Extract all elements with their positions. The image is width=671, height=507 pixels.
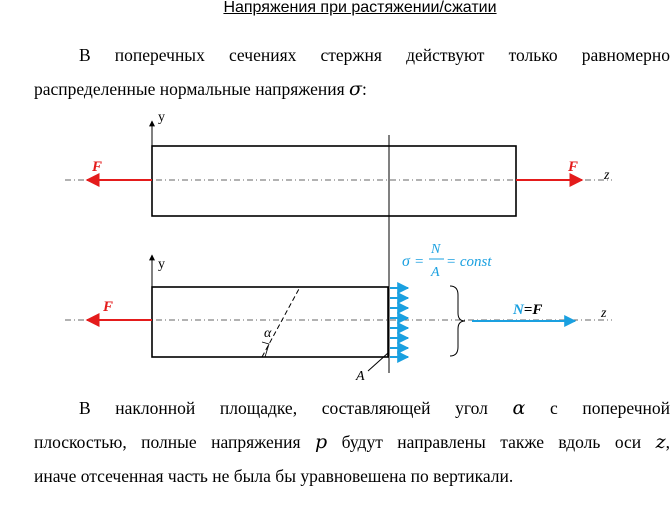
formula-eq: = [415, 254, 424, 270]
stress-arrows [390, 288, 408, 357]
alpha-symbol: α [512, 397, 526, 419]
paragraph-inclined-line-3 [34, 459, 670, 493]
inclined-text-2a: плоскостью, полные напряжения [34, 432, 301, 452]
resultant-n: N [513, 302, 524, 318]
bottom-y-axis-label: y [158, 257, 165, 272]
inclined-text-2b: будут направлены также вдоль оси [341, 432, 642, 452]
formula-rhs: = const [446, 254, 492, 270]
inclined-comma: , [665, 432, 670, 452]
inclined-text-1a: В наклонной площадке, составляющей угол [79, 398, 488, 418]
bottom-z-axis-label: z [601, 306, 607, 321]
area-label: A [356, 369, 365, 384]
paragraph-intro [34, 38, 670, 106]
bottom-force-left-label: F [103, 299, 114, 315]
intro-text-2: распределенные нормальные напряжения [34, 79, 345, 99]
formula-sigma: σ [402, 253, 410, 270]
bottom-bar-part [152, 287, 388, 357]
top-force-left-label: F [92, 159, 103, 175]
formula-num: N [431, 242, 441, 257]
p-symbol: p [315, 431, 328, 453]
formula-den: A [431, 265, 440, 280]
page-title: Напряжения при растяжении/сжатии [223, 0, 497, 16]
paragraph-intro-line-2 [34, 72, 670, 106]
inclined-text-3: иначе отсеченная часть не была бы уравновешена по вертикали. [34, 466, 514, 486]
top-force-right-label: F [568, 159, 579, 175]
angle-label: α [264, 326, 272, 341]
inclined-text-1b: с поперечной [550, 398, 670, 418]
bottom-bar-diagram [65, 230, 612, 384]
paragraph-intro-line-1 [34, 38, 670, 72]
brace [450, 286, 465, 356]
paragraph-inclined-line-2 [34, 425, 670, 459]
intro-colon: : [362, 79, 367, 99]
paragraph-inclined-line-1 [34, 391, 670, 425]
z-symbol: z [655, 431, 666, 453]
stress-formula [402, 242, 492, 280]
resultant-eq: = [523, 302, 533, 318]
area-leader [368, 353, 388, 371]
top-bar-diagram [65, 110, 612, 230]
top-bar [152, 146, 516, 216]
sigma-symbol: σ [349, 78, 363, 100]
paragraph-inclined [34, 391, 670, 493]
top-z-axis-label: z [604, 168, 610, 183]
intro-text-1: В поперечных сечениях стержня действуют только равномерно [79, 45, 670, 65]
resultant-label [512, 302, 542, 318]
resultant-f: F [532, 302, 543, 318]
bar-diagram [0, 105, 671, 385]
inclined-plane-line [262, 287, 300, 357]
top-y-axis-label: y [158, 110, 165, 125]
